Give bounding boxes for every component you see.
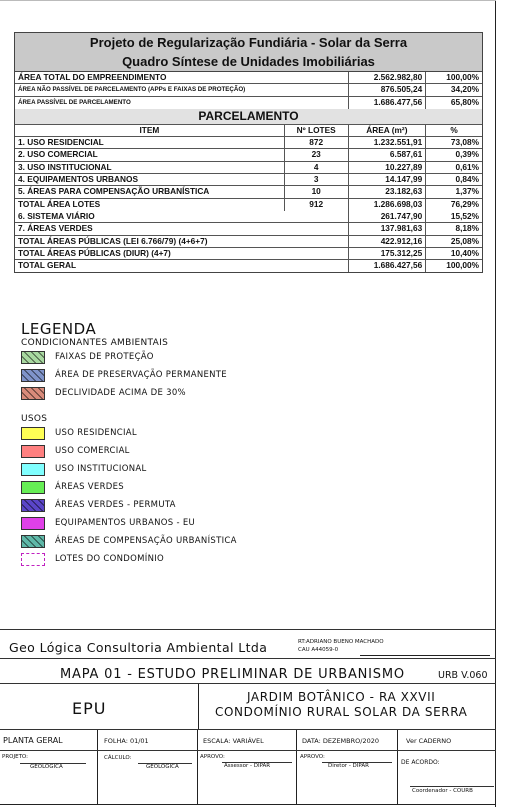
tb-row-project <box>0 683 496 729</box>
aprovo1-value: Assessor - DIPAR <box>222 762 292 769</box>
legend <box>21 320 237 568</box>
table-title-line2: Quadro Síntese de Unidades Imobiliárias <box>122 54 375 69</box>
legend-item <box>21 442 237 460</box>
tb-divider <box>198 684 199 730</box>
folha-label: FOLHA: 01/01 <box>104 737 149 745</box>
col-area-header: ÁREA (m²) <box>349 125 427 136</box>
tb-divider <box>397 730 398 751</box>
legend-label: EQUIPAMENTOS URBANOS - EU <box>55 518 196 528</box>
coordenador-value: Coordenador - COURB <box>410 786 494 794</box>
tb-row-info <box>0 729 496 750</box>
summary-table <box>14 32 483 273</box>
frame-bottom-line <box>0 804 496 805</box>
aprovo2-value: Diretor - DIPAR <box>322 762 392 769</box>
total-rows <box>15 211 482 272</box>
project-line2: CONDOMÍNIO RURAL SOLAR DA SERRA <box>215 705 468 719</box>
total-row <box>15 248 482 260</box>
legend-item <box>21 478 237 496</box>
legend-swatch <box>21 517 45 530</box>
row-area: 23.182,63 <box>349 186 427 197</box>
legend-swatch <box>21 499 45 512</box>
tb-divider <box>97 751 98 805</box>
row-pct: 0,84% <box>455 174 479 185</box>
total-label: TOTAL GERAL <box>15 260 349 272</box>
tb-divider <box>197 751 198 805</box>
legend-label: USO COMERCIAL <box>55 446 130 456</box>
legend-swatch <box>21 369 45 382</box>
rt-name: RT:ADRIANO BUENO MACHADO <box>298 639 384 645</box>
summary-row <box>15 97 482 109</box>
legend-item <box>21 424 237 442</box>
summary-label: ÁREA PASSÍVEL DE PARCELAMENTO <box>15 97 349 109</box>
row-lotes: 4 <box>285 162 349 173</box>
summary-pct: 100,00% <box>446 72 479 82</box>
row-pct: 1,37% <box>455 186 479 197</box>
legend-swatch <box>21 481 45 494</box>
total-area: 137.981,63 <box>349 223 427 234</box>
summary-pct: 34,20% <box>450 84 479 95</box>
row-item: 3. USO INSTITUCIONAL <box>15 162 285 173</box>
summary-label: ÁREA NÃO PASSÍVEL DE PARCELAMENTO (APPs E FAIXAS DE PROTEÇÃO) <box>15 84 349 95</box>
tb-row-approvals <box>0 750 496 804</box>
company-name: Geo Lógica Consultoria Ambiental Ltda <box>9 640 268 655</box>
epu-label: EPU <box>72 699 107 718</box>
row-lotes: 912 <box>285 199 349 211</box>
row-pct: 0,61% <box>455 161 479 172</box>
summary-row <box>15 72 482 84</box>
total-pct: 25,08% <box>450 235 479 246</box>
row-pct: 73,08% <box>450 137 479 148</box>
calculo-value: GEOLÓGICA <box>138 763 192 770</box>
summary-rows <box>15 72 482 109</box>
total-area: 261.747,90 <box>349 211 427 222</box>
legend-swatch <box>21 463 45 476</box>
aprovo2-label: APROVO: <box>300 754 325 760</box>
acordo-label: DE ACORDO: <box>401 759 440 766</box>
total-label: TOTAL ÁREAS PÚBLICAS (DIUR) (4+7) <box>15 248 349 259</box>
row-area: 1.232.551,91 <box>349 137 427 148</box>
table-row <box>15 199 482 211</box>
row-area: 10.227,89 <box>349 162 427 173</box>
legend-use-items <box>21 424 237 568</box>
row-lotes: 872 <box>285 137 349 148</box>
summary-label: ÁREA TOTAL DO EMPREENDIMENTO <box>15 72 349 83</box>
projeto-label: PROJETO: <box>2 754 29 760</box>
legend-item <box>21 348 237 366</box>
total-area: 1.686.427,56 <box>349 260 427 272</box>
table-row <box>15 186 482 198</box>
map-title: MAPA 01 - ESTUDO PRELIMINAR DE URBANISMO <box>60 667 405 682</box>
legend-label: USO INSTITUCIONAL <box>55 464 147 474</box>
total-pct: 15,52% <box>450 210 479 221</box>
rt-signature-line <box>360 655 490 656</box>
legend-swatch <box>21 553 45 566</box>
row-area: 6.587,61 <box>349 149 427 160</box>
legend-swatch <box>21 535 45 548</box>
table-title <box>15 33 482 72</box>
table-row <box>15 137 482 149</box>
table-header-row <box>15 125 482 137</box>
table-row <box>15 149 482 161</box>
legend-swatch <box>21 351 45 364</box>
table-title-line1: Projeto de Regularização Fundiária - Solar da Serra <box>89 35 408 50</box>
escala-label: ESCALA: VARIÁVEL <box>203 737 264 745</box>
caderno-label: Ver CADERNO <box>406 737 452 745</box>
row-item: 5. ÁREAS PARA COMPENSAÇÃO URBANÍSTICA <box>15 186 285 197</box>
legend-env-items <box>21 348 237 402</box>
total-pct: 10,40% <box>450 247 479 258</box>
legend-label: ÁREA DE PRESERVAÇÃO PERMANENTE <box>55 370 227 380</box>
total-label: TOTAL ÁREAS PÚBLICAS (LEI 6.766/79) (4+6+7) <box>15 236 349 247</box>
total-row <box>15 211 482 223</box>
planta-label: PLANTA GERAL <box>3 736 63 745</box>
summary-area: 2.562.982,80 <box>349 72 427 83</box>
col-pct-header: % <box>450 124 458 135</box>
summary-pct: 65,80% <box>450 96 479 107</box>
legend-item <box>21 496 237 514</box>
summary-area: 876.505,24 <box>349 84 427 95</box>
tb-row-map <box>0 658 496 683</box>
legend-swatch <box>21 445 45 458</box>
legend-item <box>21 384 237 402</box>
tb-divider <box>197 730 198 751</box>
legend-swatch <box>21 387 45 400</box>
calculo-label: CÁLCULO: <box>104 755 132 761</box>
table-row <box>15 174 482 186</box>
row-pct: 0,39% <box>455 149 479 160</box>
row-area: 1.286.698,03 <box>349 199 427 211</box>
col-lotes-header: Nº LOTES <box>285 125 349 136</box>
legend-label: ÁREAS VERDES - PERMUTA <box>55 500 176 510</box>
rt-cau: CAU A44059-0 <box>298 647 339 653</box>
legend-swatch <box>21 427 45 440</box>
project-line1: JARDIM BOTÂNICO - RA XXVII <box>247 690 436 704</box>
legend-label: DECLIVIDADE ACIMA DE 30% <box>55 388 186 398</box>
legend-label: USO RESIDENCIAL <box>55 428 137 438</box>
total-row <box>15 260 482 272</box>
legend-item <box>21 550 237 568</box>
legend-label: ÁREAS VERDES <box>55 482 125 492</box>
aprovo1-label: APROVO: <box>200 754 225 760</box>
total-pct: 100,00% <box>446 260 479 271</box>
row-item: 2. USO COMERCIAL <box>15 149 285 160</box>
total-area: 422.912,16 <box>349 236 427 247</box>
legend-item <box>21 532 237 550</box>
total-area: 175.312,25 <box>349 248 427 259</box>
legend-title: LEGENDA <box>21 320 97 338</box>
summary-row <box>15 84 482 96</box>
legend-label: FAIXAS DE PROTEÇÃO <box>55 352 154 362</box>
legend-label: ÁREAS DE COMPENSAÇÃO URBANÍSTICA <box>55 536 237 546</box>
map-code: URB V.060 <box>438 670 488 681</box>
frame-top-line <box>0 0 496 1</box>
row-area: 14.147,99 <box>349 174 427 185</box>
legend-group-env: CONDICIONANTES AMBIENTAIS <box>21 338 169 348</box>
row-item: TOTAL ÁREA LOTES <box>15 199 285 211</box>
row-lotes: 10 <box>285 186 349 197</box>
total-row <box>15 236 482 248</box>
item-rows <box>15 137 482 211</box>
row-lotes: 3 <box>285 174 349 185</box>
legend-label: LOTES DO CONDOMÍNIO <box>55 554 165 564</box>
tb-divider <box>397 751 398 805</box>
legend-item <box>21 460 237 478</box>
col-item-header: ITEM <box>15 125 285 136</box>
total-pct: 8,18% <box>455 223 479 234</box>
tb-divider <box>296 751 297 805</box>
row-item: 4. EQUIPAMENTOS URBANOS <box>15 174 285 185</box>
row-lotes: 23 <box>285 149 349 160</box>
row-item: 1. USO RESIDENCIAL <box>15 137 285 148</box>
table-row <box>15 162 482 174</box>
section-title-parcelamento: PARCELAMENTO <box>15 109 482 125</box>
total-label: 7. ÁREAS VERDES <box>15 223 349 234</box>
legend-item <box>21 366 237 384</box>
data-label: DATA: DEZEMBRO/2020 <box>302 737 379 745</box>
tb-divider <box>296 730 297 751</box>
legend-group-uses: USOS <box>21 414 48 424</box>
legend-item <box>21 514 237 532</box>
tb-row-company <box>0 629 496 658</box>
projeto-value: GEOLÓGICA <box>20 763 86 770</box>
row-pct: 76,29% <box>450 198 479 209</box>
total-row <box>15 223 482 235</box>
summary-area: 1.686.477,56 <box>349 97 427 109</box>
tb-divider <box>97 730 98 751</box>
total-label: 6. SISTEMA VIÁRIO <box>15 211 349 222</box>
